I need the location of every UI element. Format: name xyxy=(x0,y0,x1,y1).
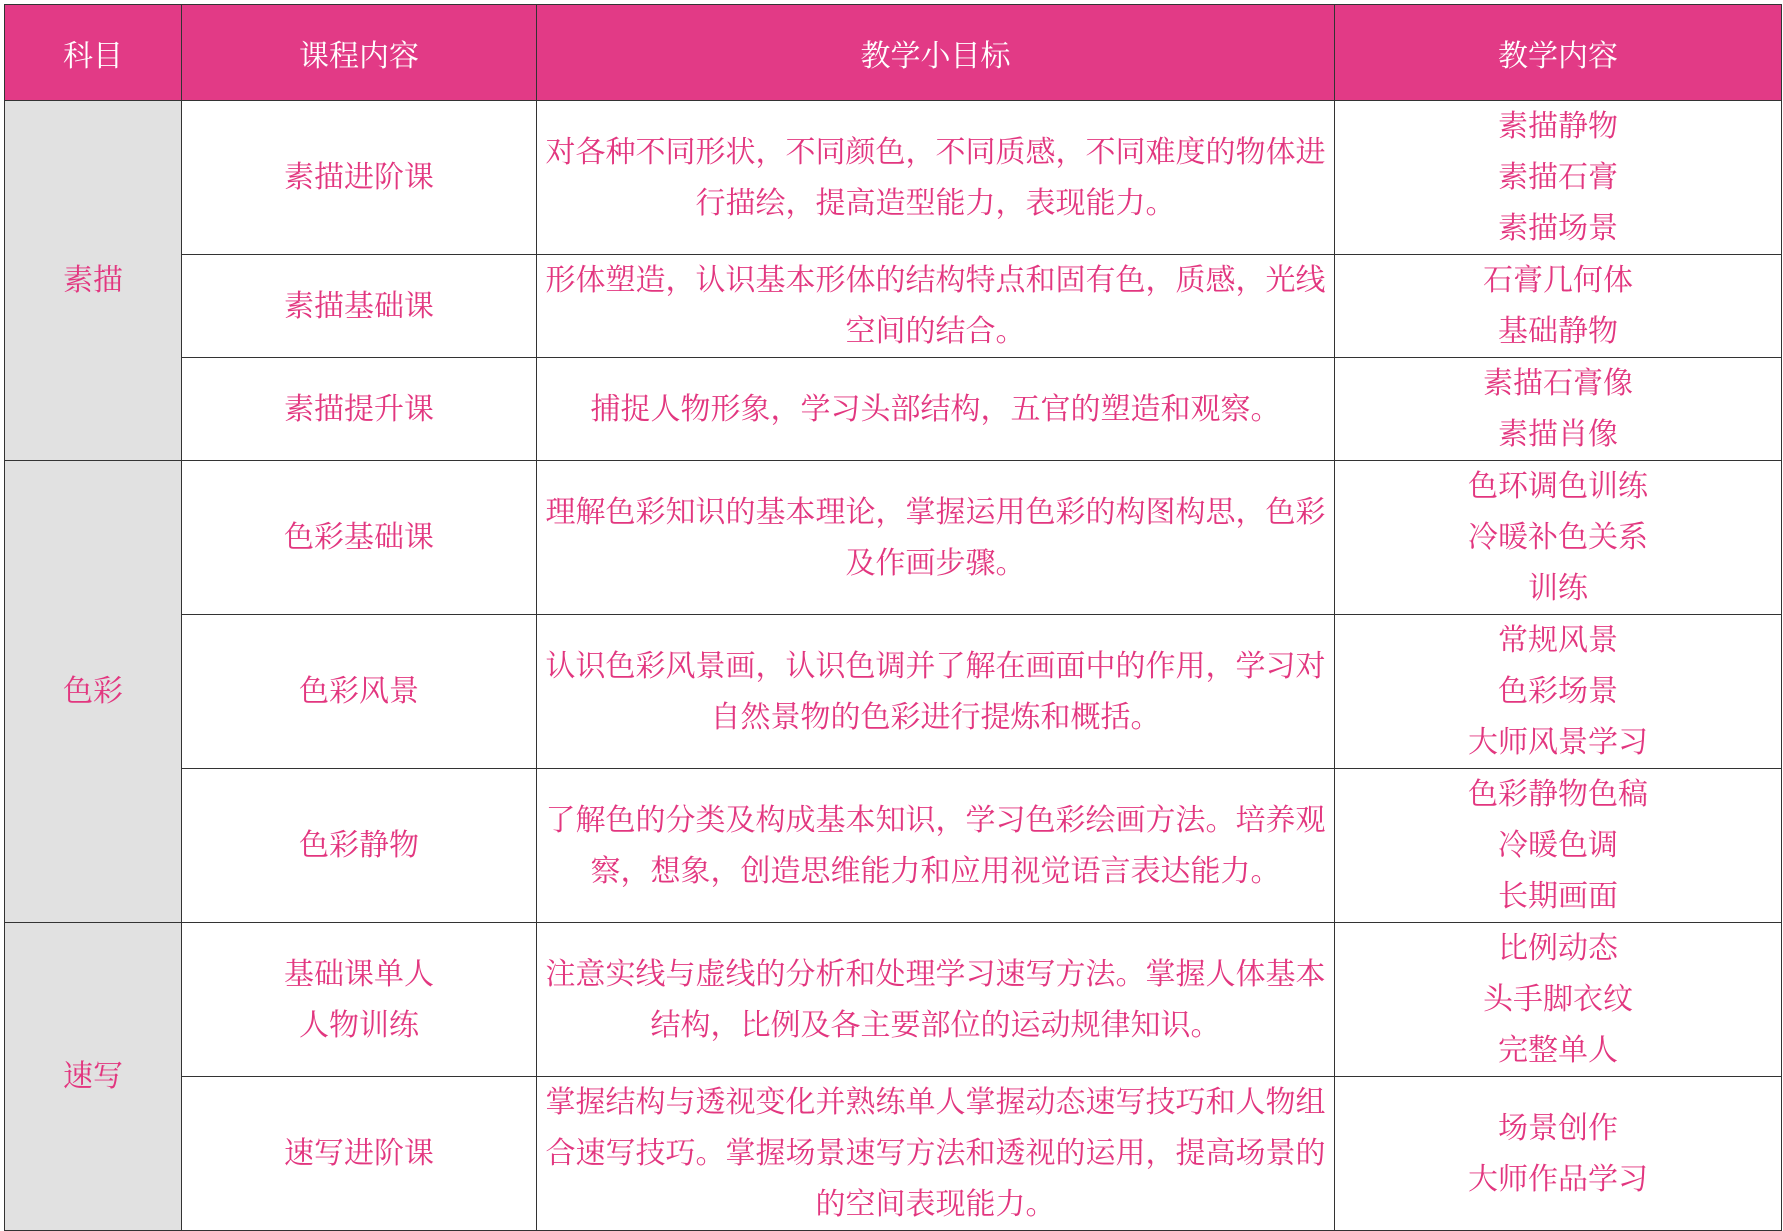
course-line: 素描提升课 xyxy=(284,391,434,427)
content-line: 长期画面 xyxy=(1498,879,1618,914)
content-cell xyxy=(1335,769,1782,923)
course-cell xyxy=(182,923,537,1077)
course-cell xyxy=(182,461,537,615)
course-line: 色彩基础课 xyxy=(284,520,434,555)
table-row xyxy=(5,101,1782,255)
content-line: 大师作品学习 xyxy=(1468,1161,1648,1197)
content-cell xyxy=(1335,461,1782,615)
table-row xyxy=(5,1077,1782,1231)
content-line: 色环调色训练 xyxy=(1468,469,1648,504)
content-line: 训练 xyxy=(1528,571,1588,606)
content-cell xyxy=(1335,615,1782,769)
header-content: 教学内容 xyxy=(1335,5,1782,101)
goal-cell: 对各种不同形状，不同颜色，不同质感，不同难度的物体进行描绘，提高造型能力，表现能力。 xyxy=(537,101,1335,255)
course-cell xyxy=(182,615,537,769)
subject-cell-sketch: 素描 xyxy=(5,101,182,461)
table-row xyxy=(5,358,1782,461)
course-cell xyxy=(182,1077,537,1231)
table-row xyxy=(5,615,1782,769)
content-line: 基础静物 xyxy=(1498,314,1618,349)
goal-cell: 了解色的分类及构成基本知识，学习色彩绘画方法。培养观察，想象，创造思维能力和应用视觉语言表达能力。 xyxy=(537,769,1335,923)
subject-cell-quick: 速写 xyxy=(5,923,182,1231)
course-table xyxy=(4,4,1782,1231)
goal-cell: 形体塑造，认识基本形体的结构特点和固有色，质感，光线空间的结合。 xyxy=(537,255,1335,358)
table-row xyxy=(5,461,1782,615)
content-line: 冷暖补色关系 xyxy=(1468,520,1648,555)
content-line: 素描石膏像 xyxy=(1483,366,1633,401)
content-cell xyxy=(1335,358,1782,461)
content-cell xyxy=(1335,255,1782,358)
course-cell xyxy=(182,358,537,461)
subject-cell-color: 色彩 xyxy=(5,461,182,923)
course-cell xyxy=(182,255,537,358)
course-line: 基础课单人 xyxy=(284,956,434,992)
content-line: 石膏几何体 xyxy=(1483,263,1633,298)
content-cell xyxy=(1335,923,1782,1077)
table-row xyxy=(5,255,1782,358)
course-line: 色彩风景 xyxy=(299,674,419,709)
content-line: 素描石膏 xyxy=(1498,160,1618,195)
header-subject: 科目 xyxy=(5,5,182,101)
course-line: 人物训练 xyxy=(299,1007,419,1043)
course-line: 速写进阶课 xyxy=(284,1136,434,1171)
goal-cell: 理解色彩知识的基本理论，掌握运用色彩的构图构思，色彩及作画步骤。 xyxy=(537,461,1335,615)
course-table-container xyxy=(4,4,1782,1231)
header-row xyxy=(5,5,1782,101)
table-body xyxy=(5,101,1782,1231)
content-cell xyxy=(1335,1077,1782,1231)
content-line: 色彩静物色稿 xyxy=(1468,777,1648,812)
content-line: 大师风景学习 xyxy=(1468,725,1648,760)
content-line: 素描场景 xyxy=(1498,211,1618,246)
course-cell xyxy=(182,769,537,923)
content-cell xyxy=(1335,101,1782,255)
table-row xyxy=(5,923,1782,1077)
goal-cell: 捕捉人物形象，学习头部结构，五官的塑造和观察。 xyxy=(537,358,1335,461)
content-line: 场景创作 xyxy=(1498,1110,1618,1146)
goal-cell: 注意实线与虚线的分析和处理学习速写方法。掌握人体基本结构，比例及各主要部位的运动规律知识。 xyxy=(537,923,1335,1077)
content-line: 头手脚衣纹 xyxy=(1483,982,1633,1017)
content-line: 比例动态 xyxy=(1498,931,1618,966)
goal-cell: 认识色彩风景画，认识色调并了解在画面中的作用，学习对自然景物的色彩进行提炼和概括。 xyxy=(537,615,1335,769)
content-line: 常规风景 xyxy=(1498,623,1618,658)
course-line: 素描进阶课 xyxy=(284,160,434,195)
course-cell xyxy=(182,101,537,255)
goal-cell: 掌握结构与透视变化并熟练单人掌握动态速写技巧和人物组合速写技巧。掌握场景速写方法和透视的运用，提高场景的的空间表现能力。 xyxy=(537,1077,1335,1231)
table-row xyxy=(5,769,1782,923)
course-line: 素描基础课 xyxy=(284,288,434,324)
content-line: 素描静物 xyxy=(1498,109,1618,144)
header-course: 课程内容 xyxy=(182,5,537,101)
content-line: 素描肖像 xyxy=(1498,417,1618,452)
header-goal: 教学小目标 xyxy=(537,5,1335,101)
table-header xyxy=(5,5,1782,101)
content-line: 色彩场景 xyxy=(1498,674,1618,709)
course-line: 色彩静物 xyxy=(299,828,419,863)
content-line: 完整单人 xyxy=(1498,1033,1618,1068)
content-line: 冷暖色调 xyxy=(1498,828,1618,863)
